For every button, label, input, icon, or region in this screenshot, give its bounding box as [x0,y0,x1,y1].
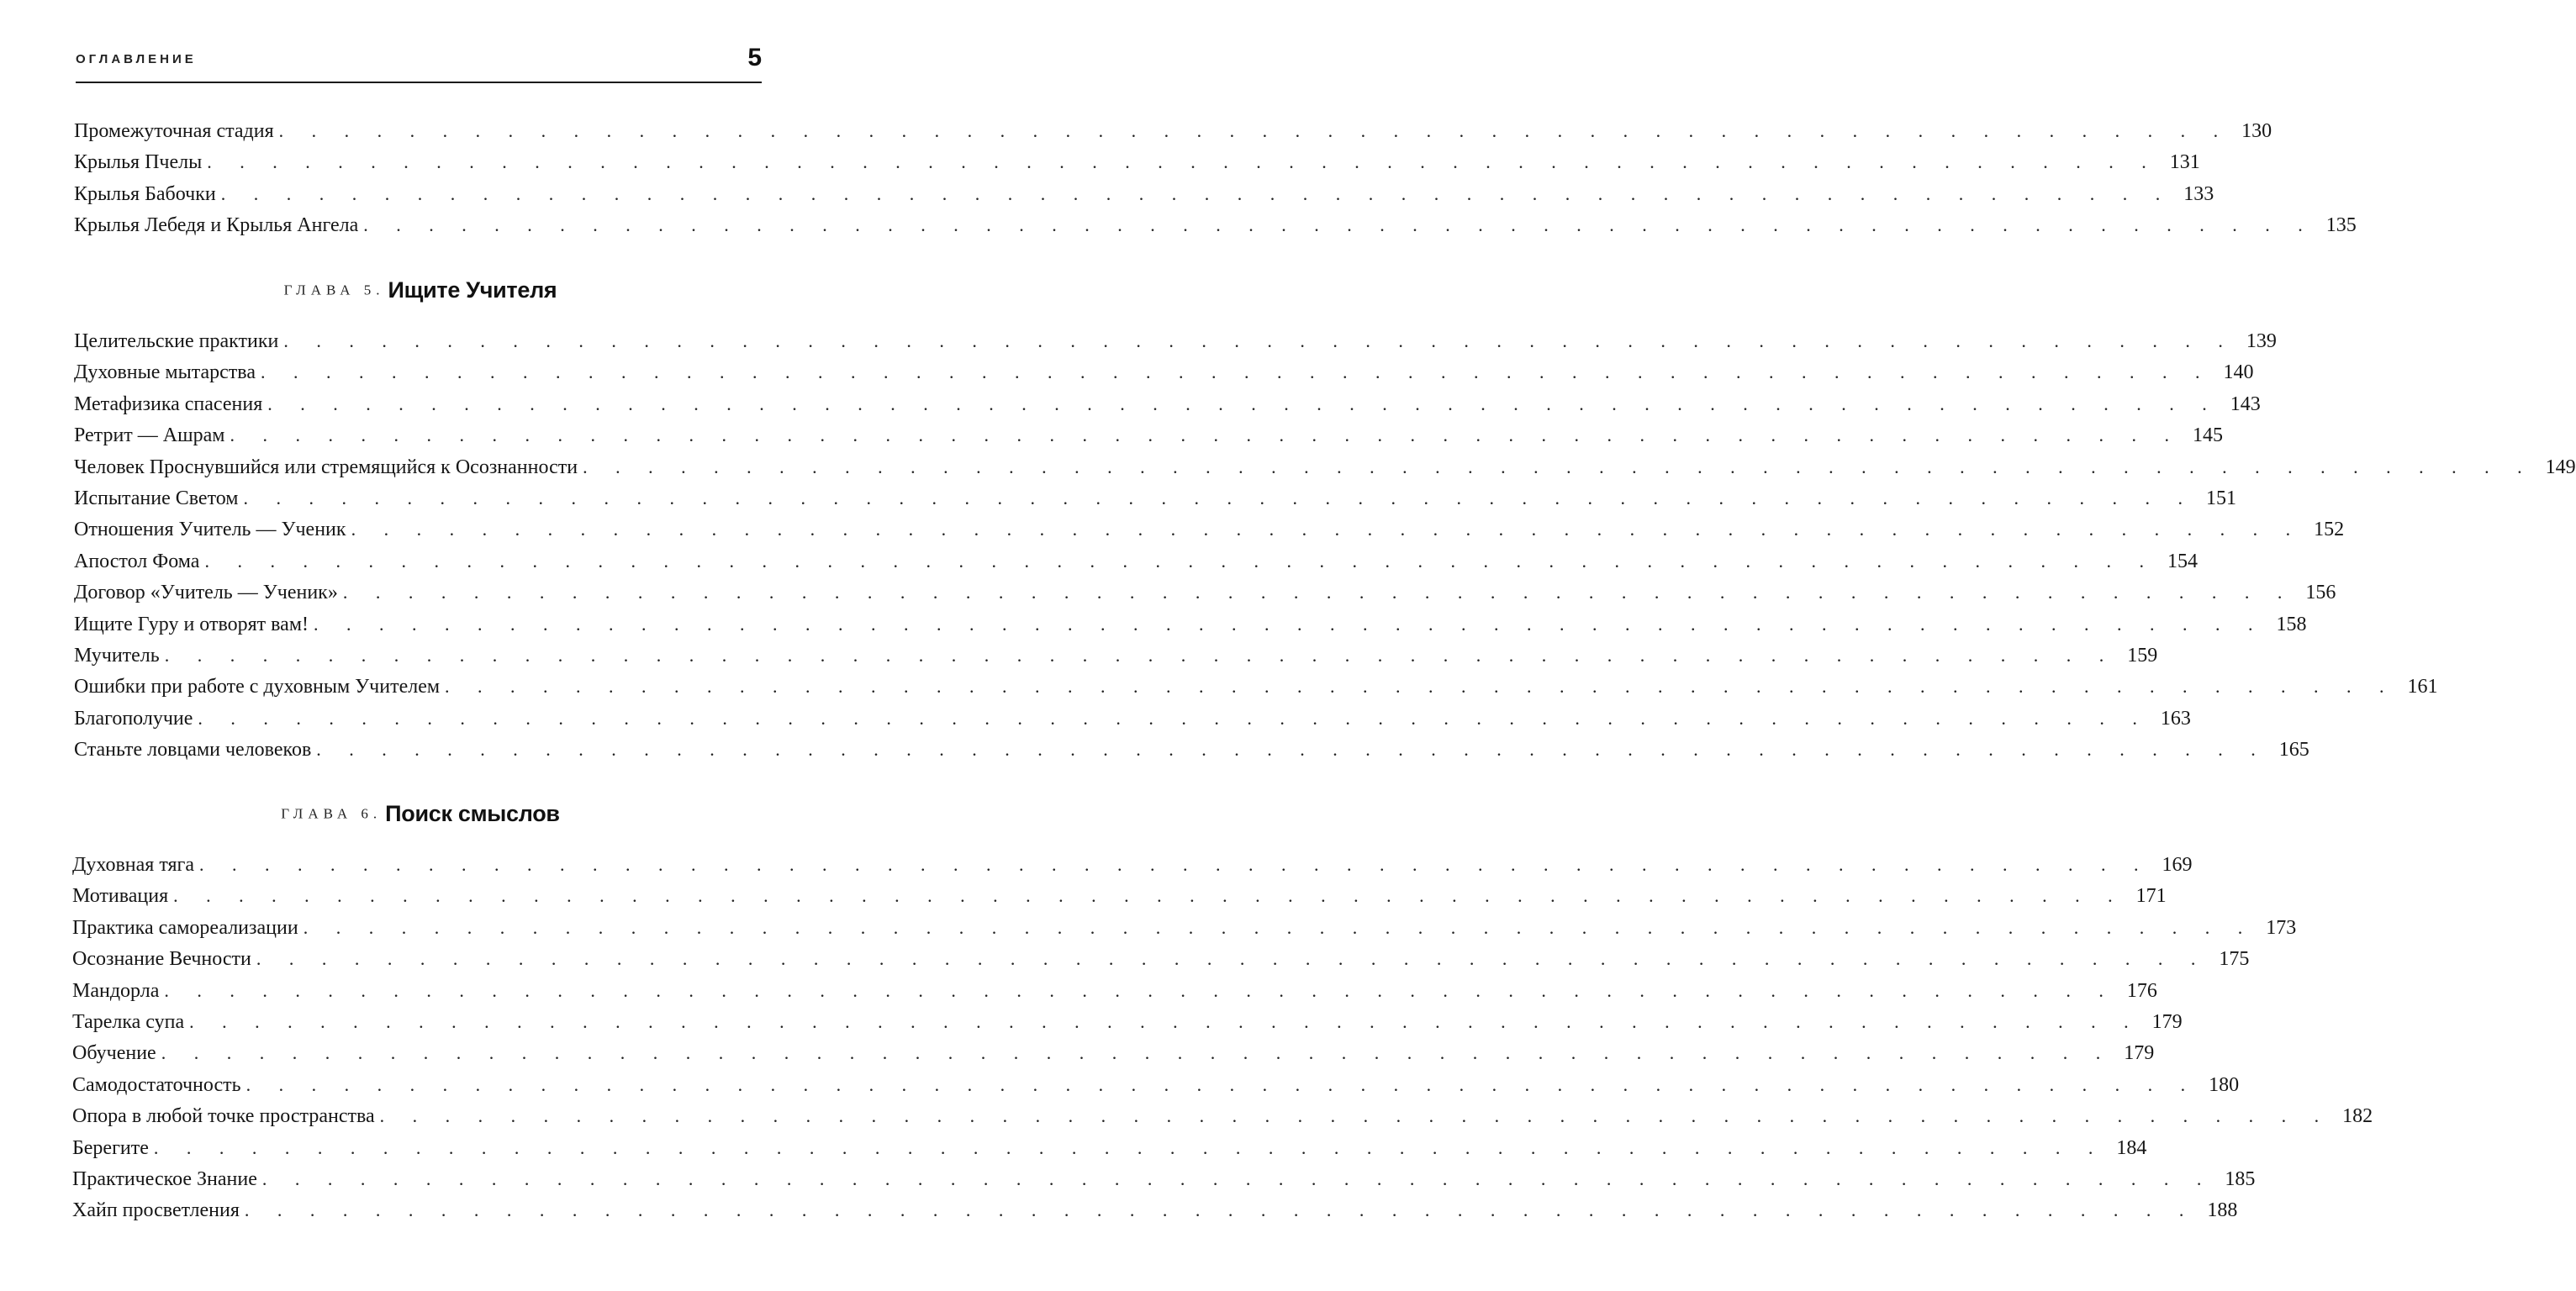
toc-entry-page: 139 [2246,330,2277,352]
toc-entry [74,419,2223,451]
toc-entry-page: 152 [2314,519,2345,541]
toc-entry-title: Ищите Гуру и отворят вам! [74,613,309,635]
dot-leader: . . . . . . . . . . . . . . . . . . . . . . . . . . . . . . . . . . . . . . . . . . . . . . . . . . . . . . . . . . . . [244,1199,2196,1221]
toc-entry [74,115,2272,146]
toc-entry [72,880,2167,911]
toc-entry [74,482,2236,514]
chapter-heading-6 [0,801,841,827]
toc-entry [72,1163,2256,1194]
dot-leader: . . . . . . . . . . . . . . . . . . . . . . . . . . . . . . . . . . . . . . . . . . . . . . . . . . . . . . . . . . . . [267,393,2219,414]
toc-entry [74,671,2438,702]
dot-leader: . . . . . . . . . . . . . . . . . . . . . . . . . . . . . . . . . . . . . . . . . . . . . . . . . . . . . . . . . . . . [256,948,2208,970]
running-title: ОГЛАВЛЕНИЕ [76,52,197,66]
toc-entry-page: 180 [2209,1073,2240,1096]
toc-entry-title: Ретрит — Ашрам [74,424,225,447]
chapter-heading-5 [0,277,841,303]
toc-entry-page: 161 [2407,676,2438,698]
toc-entry-title: Испытание Светом [74,487,239,509]
dot-leader: . . . . . . . . . . . . . . . . . . . . . . . . . . . . . . . . . . . . . . . . . . . . . . . . . . . . . . . . . . . . [153,1136,2105,1158]
toc-entry-page: 145 [2192,424,2223,447]
toc-entry-title: Тарелка супа [72,1011,185,1033]
toc-entry-page: 143 [2230,393,2261,415]
toc-entry-title: Духовные мытарства [74,361,256,384]
toc-entry-title: Благополучие [74,707,193,730]
toc-entry-page: 140 [2223,361,2254,384]
toc-entry-page: 154 [2167,550,2198,572]
dot-leader: . . . . . . . . . . . . . . . . . . . . . . . . . . . . . . . . . . . . . . . . . . . . . . . . . . . . . . . . . . . . [351,519,2303,540]
dot-leader: . . . . . . . . . . . . . . . . . . . . . . . . . . . . . . . . . . . . . . . . . . . . . . . . . . . . . . . . . . . . [445,676,2396,698]
dot-leader: . . . . . . . . . . . . . . . . . . . . . . . . . . . . . . . . . . . . . . . . . . . . . . . . . . . . . . . . . . . . [164,645,2116,666]
toc-entry [72,1100,2373,1131]
toc-entry [74,388,2261,419]
toc-entry [74,451,2576,482]
toc-entry-page: 130 [2241,120,2272,142]
dot-leader: . . . . . . . . . . . . . . . . . . . . . . . . . . . . . . . . . . . . . . . . . . . . . . . . . . . . . . . . . . . . [379,1105,2331,1127]
toc-entry [74,325,2277,356]
toc-entry-title: Целительские практики [74,330,279,352]
toc-entry-title: Духовная тяга [72,854,195,876]
toc-entry [72,912,2297,943]
toc-entry-page: 173 [2266,916,2297,939]
dot-leader: . . . . . . . . . . . . . . . . . . . . . . . . . . . . . . . . . . . . . . . . . . . . . . . . . . . . . . . . . . . . [230,424,2181,446]
chapter-title: Ищите Учителя [388,277,557,303]
dot-leader: . . . . . . . . . . . . . . . . . . . . . . . . . . . . . . . . . . . . . . . . . . . . . . . . . . . . . . . . . . . . [314,613,2265,635]
toc-entry-title: Мандорла [72,979,160,1002]
running-head [76,45,762,79]
toc-entry-title: Крылья Пчелы [74,151,203,174]
toc-entry-title: Апостол Фома [74,550,200,572]
chapter-label: ГЛАВА 6. [281,805,383,822]
toc-entry [72,975,2157,1006]
dot-leader: . . . . . . . . . . . . . . . . . . . . . . . . . . . . . . . . . . . . . . . . . . . . . . . . . . . . . . . . . . . . [220,182,2172,204]
toc-entry-title: Обучение [72,1042,156,1065]
toc-entry-page: 165 [2278,739,2309,761]
toc-entry-page: 175 [2219,948,2250,971]
toc-entry-page: 184 [2116,1136,2147,1159]
dot-leader: . . . . . . . . . . . . . . . . . . . . . . . . . . . . . . . . . . . . . . . . . . . . . . . . . . . . . . . . . . . . [189,1011,2141,1032]
dot-leader: . . . . . . . . . . . . . . . . . . . . . . . . . . . . . . . . . . . . . . . . . . . . . . . . . . . . . . . . . . . . [363,214,2315,236]
toc-entry-title: Практика самореализации [72,916,298,939]
dot-leader: . . . . . . . . . . . . . . . . . . . . . . . . . . . . . . . . . . . . . . . . . . . . . . . . . . . . . . . . . . . . [243,487,2194,508]
toc-entry-title: Мучитель [74,645,160,667]
chapter-label: ГЛАВА 5. [283,282,385,298]
dot-leader: . . . . . . . . . . . . . . . . . . . . . . . . . . . . . . . . . . . . . . . . . . . . . . . . . . . . . . . . . . . . [278,120,2230,141]
toc-entry [74,356,2254,387]
toc-entry-title: Промежуточная стадия [74,120,274,142]
dot-leader: . . . . . . . . . . . . . . . . . . . . . . . . . . . . . . . . . . . . . . . . . . . . . . . . . . . . . . . . . . . . [283,330,2235,351]
toc-entry-page: 169 [2162,854,2193,876]
page-number: 5 [747,44,762,71]
toc-entry [72,1132,2147,1163]
toc-entry-title: Ошибки при работе с духовным Учителем [74,676,441,698]
dot-leader: . . . . . . . . . . . . . . . . . . . . . . . . . . . . . . . . . . . . . . . . . . . . . . . . . . . . . . . . . . . . [199,854,2151,875]
toc-entry-title: Хайп просветления [72,1199,240,1222]
toc-entry-page: 158 [2276,613,2307,635]
toc-entry-title: Самодостаточность [72,1073,241,1096]
toc-entry [74,734,2309,765]
dot-leader: . . . . . . . . . . . . . . . . . . . . . . . . . . . . . . . . . . . . . . . . . . . . . . . . . . . . . . . . . . . . [164,979,2115,1001]
chapter-title: Поиск смыслов [385,801,560,826]
toc-entry [72,1069,2240,1100]
toc-entry [74,703,2191,734]
header-rule [76,82,762,83]
toc-entry-page: 182 [2342,1105,2373,1128]
toc-entry [74,609,2307,640]
toc-entry-page: 185 [2225,1168,2256,1190]
toc-entry [72,1194,2238,1225]
toc-entry-title: Человек Проснувшийся или стремящийся к Осознанности [74,456,578,478]
toc-entry-page: 179 [2151,1011,2183,1033]
toc-entry-page: 156 [2305,582,2336,604]
dot-leader: . . . . . . . . . . . . . . . . . . . . . . . . . . . . . . . . . . . . . . . . . . . . . . . . . . . . . . . . . . . . [198,707,2149,729]
toc-entry-page: 171 [2135,885,2167,908]
dot-leader: . . . . . . . . . . . . . . . . . . . . . . . . . . . . . . . . . . . . . . . . . . . . . . . . . . . . . . . . . . . . [316,739,2267,761]
dot-leader: . . . . . . . . . . . . . . . . . . . . . . . . . . . . . . . . . . . . . . . . . . . . . . . . . . . . . . . . . . . . [161,1042,2113,1064]
dot-leader: . . . . . . . . . . . . . . . . . . . . . . . . . . . . . . . . . . . . . . . . . . . . . . . . . . . . . . . . . . . . [204,550,2156,572]
toc-entry-title: Осознание Вечности [72,948,251,971]
toc-entry-title: Договор «Учитель — Ученик» [74,582,338,604]
toc-entry-title: Крылья Лебедя и Крылья Ангела [74,214,359,237]
toc-entry [72,943,2250,974]
toc-entry [74,209,2357,240]
toc-entry-title: Берегите [72,1136,149,1159]
toc-entry-page: 151 [2205,487,2236,509]
toc-entry-page: 131 [2169,151,2200,174]
toc-entry-title: Метафизика спасения [74,393,263,415]
toc-entry [74,146,2200,177]
toc-entry [74,178,2214,209]
toc-entry-title: Станьте ловцами человеков [74,739,312,761]
dot-leader: . . . . . . . . . . . . . . . . . . . . . . . . . . . . . . . . . . . . . . . . . . . . . . . . . . . . . . . . . . . . [207,151,2158,173]
toc-entry-page: 179 [2124,1042,2155,1065]
toc-entry-page: 163 [2160,707,2191,730]
dot-leader: . . . . . . . . . . . . . . . . . . . . . . . . . . . . . . . . . . . . . . . . . . . . . . . . . . . . . . . . . . . . [261,1168,2214,1189]
dot-leader: . . . . . . . . . . . . . . . . . . . . . . . . . . . . . . . . . . . . . . . . . . . . . . . . . . . . . . . . . . . . [342,582,2294,603]
dot-leader: . . . . . . . . . . . . . . . . . . . . . . . . . . . . . . . . . . . . . . . . . . . . . . . . . . . . . . . . . . . . [173,885,2125,907]
toc-entry-page: 133 [2183,182,2214,205]
toc-entry [72,849,2193,880]
toc-entry [74,545,2198,577]
dot-leader: . . . . . . . . . . . . . . . . . . . . . . . . . . . . . . . . . . . . . . . . . . . . . . . . . . . . . . . . . . . . [245,1073,2198,1095]
toc-entry-page: 159 [2127,645,2158,667]
dot-leader: . . . . . . . . . . . . . . . . . . . . . . . . . . . . . . . . . . . . . . . . . . . . . . . . . . . . . . . . . . . . [583,456,2534,477]
toc-entry-page: 135 [2325,214,2357,237]
toc-entry-page: 176 [2126,979,2157,1002]
toc-entry-page: 149 [2545,456,2576,478]
toc-entry [72,1006,2183,1037]
dot-leader: . . . . . . . . . . . . . . . . . . . . . . . . . . . . . . . . . . . . . . . . . . . . . . . . . . . . . . . . . . . . [260,361,2212,383]
toc-entry-title: Мотивация [72,885,169,908]
toc-entry [72,1037,2155,1068]
toc-entry [74,640,2158,671]
toc-entry-title: Практическое Знание [72,1168,257,1190]
toc-entry [74,514,2345,545]
toc-entry-title: Отношения Учитель — Ученик [74,519,346,541]
toc-entry-page: 188 [2207,1199,2238,1222]
toc-entry-title: Опора в любой точке пространства [72,1105,375,1128]
toc-entry [74,577,2336,608]
toc-entry-title: Крылья Бабочки [74,182,216,205]
dot-leader: . . . . . . . . . . . . . . . . . . . . . . . . . . . . . . . . . . . . . . . . . . . . . . . . . . . . . . . . . . . . [303,916,2255,938]
